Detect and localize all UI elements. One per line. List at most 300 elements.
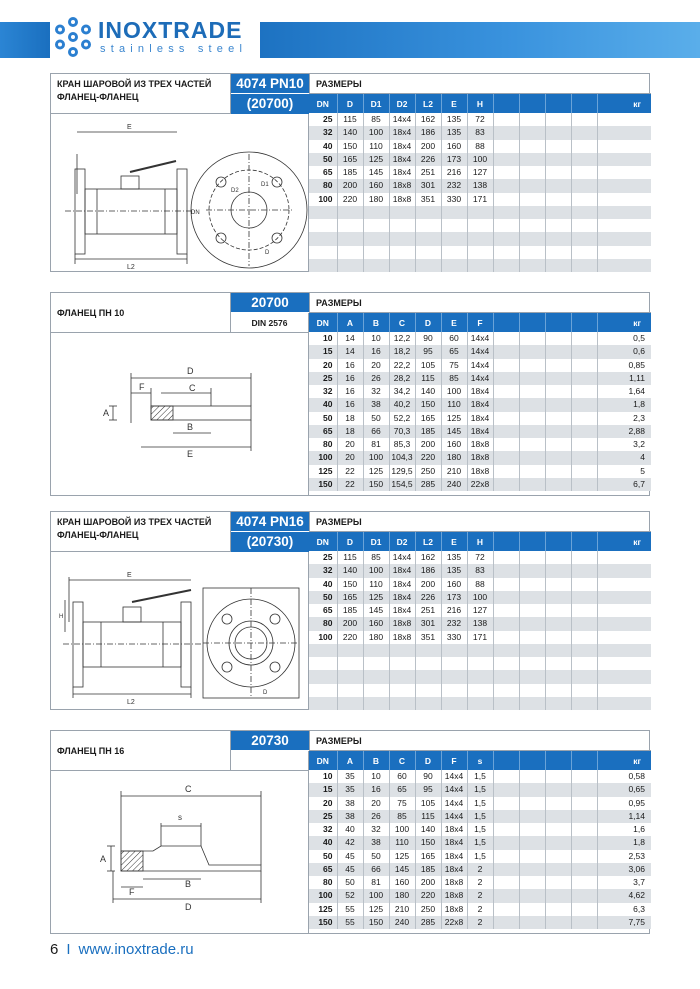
table-cell xyxy=(519,797,545,810)
table-cell xyxy=(545,684,571,697)
table-cell: 14x4 xyxy=(389,551,415,564)
table-cell: 301 xyxy=(415,617,441,630)
brand-tagline: stainless steel xyxy=(100,43,248,55)
column-header: кг xyxy=(597,94,651,113)
table-cell xyxy=(309,644,337,657)
table-cell: 50 xyxy=(363,850,389,863)
table-row xyxy=(309,604,651,617)
table-cell: 16 xyxy=(363,345,389,358)
table-cell xyxy=(493,578,519,591)
column-header: D2 xyxy=(389,532,415,551)
table-cell: 18x4 xyxy=(441,823,467,836)
table-cell: 7,75 xyxy=(597,916,651,929)
table-cell: 100 xyxy=(363,451,389,464)
table-cell: 42 xyxy=(337,836,363,849)
table-cell: 160 xyxy=(441,438,467,451)
table-cell: 125 xyxy=(363,591,389,604)
column-header: D xyxy=(337,94,363,113)
table-row xyxy=(309,179,651,192)
table-cell xyxy=(389,246,415,259)
table-cell xyxy=(415,232,441,245)
table-cell xyxy=(571,591,597,604)
label-f: F xyxy=(139,382,145,392)
column-header: H xyxy=(467,532,493,551)
table-cell xyxy=(467,219,493,232)
column-header: DN xyxy=(309,313,337,332)
table-cell: 3,06 xyxy=(597,863,651,876)
dimensions-table xyxy=(309,94,651,272)
table-cell: 138 xyxy=(467,617,493,630)
table-cell: 240 xyxy=(441,478,467,491)
column-header xyxy=(493,751,519,770)
table-cell xyxy=(467,259,493,272)
table-cell: 80 xyxy=(309,438,337,451)
table-cell: 18x8 xyxy=(389,193,415,206)
table-cell xyxy=(493,797,519,810)
table-cell xyxy=(597,697,651,710)
product-code: 20730 xyxy=(231,731,309,751)
column-header: H xyxy=(467,94,493,113)
label-d: D xyxy=(263,690,268,696)
table-cell xyxy=(571,219,597,232)
table-row xyxy=(309,850,651,863)
table-cell xyxy=(571,232,597,245)
table-cell: 104,3 xyxy=(389,451,415,464)
table-cell: 6,3 xyxy=(597,903,651,916)
table-cell xyxy=(309,206,337,219)
table-row xyxy=(309,591,651,604)
table-cell xyxy=(571,670,597,683)
table-cell: 14 xyxy=(337,345,363,358)
product-block-valve-pn16 xyxy=(50,511,650,710)
table-cell: 100 xyxy=(363,564,389,577)
table-cell xyxy=(571,889,597,902)
table-cell xyxy=(545,372,571,385)
table-cell xyxy=(571,697,597,710)
table-cell: 180 xyxy=(441,451,467,464)
table-cell xyxy=(519,219,545,232)
table-cell: 10 xyxy=(363,332,389,345)
table-cell xyxy=(519,398,545,411)
table-cell: 18x4 xyxy=(467,425,493,438)
table-cell: 83 xyxy=(467,564,493,577)
table-cell xyxy=(519,193,545,206)
table-cell xyxy=(493,206,519,219)
table-cell: 18x4 xyxy=(467,385,493,398)
table-cell xyxy=(545,451,571,464)
column-header: DN xyxy=(309,94,337,113)
product-code: 4074 PN16 xyxy=(231,512,309,532)
table-cell xyxy=(363,232,389,245)
table-cell: 14x4 xyxy=(441,810,467,823)
table-cell: 2 xyxy=(467,876,493,889)
product-title: КРАН ШАРОВОЙ ИЗ ТРЕХ ЧАСТЕЙ ФЛАНЕЦ-ФЛАНЕЦ xyxy=(51,512,231,552)
table-cell xyxy=(545,810,571,823)
table-cell: 22x8 xyxy=(467,478,493,491)
table-cell: 25 xyxy=(309,551,337,564)
table-cell: 18x8 xyxy=(389,179,415,192)
table-cell: 65 xyxy=(309,425,337,438)
table-cell: 32 xyxy=(309,564,337,577)
table-cell xyxy=(493,345,519,358)
table-cell: 50 xyxy=(309,412,337,425)
table-cell xyxy=(467,670,493,683)
table-cell: 60 xyxy=(389,770,415,783)
column-header xyxy=(545,532,571,551)
table-cell xyxy=(519,478,545,491)
table-cell: 173 xyxy=(441,153,467,166)
table-cell: 162 xyxy=(415,551,441,564)
table-header-row xyxy=(309,94,651,113)
table-cell xyxy=(519,126,545,139)
table-cell: 18 xyxy=(337,425,363,438)
product-standard: DIN 2576 xyxy=(231,313,309,333)
table-cell xyxy=(571,246,597,259)
table-cell: 330 xyxy=(441,193,467,206)
table-cell xyxy=(571,113,597,126)
table-cell: 16 xyxy=(337,372,363,385)
table-cell: 150 xyxy=(415,398,441,411)
table-cell xyxy=(493,451,519,464)
table-cell: 250 xyxy=(415,903,441,916)
table-cell xyxy=(493,916,519,929)
table-cell xyxy=(571,876,597,889)
table-cell xyxy=(415,697,441,710)
table-header-row xyxy=(309,751,651,770)
table-cell xyxy=(337,644,363,657)
table-cell xyxy=(571,617,597,630)
table-cell xyxy=(571,770,597,783)
table-cell xyxy=(493,823,519,836)
table-cell xyxy=(467,206,493,219)
table-cell xyxy=(493,140,519,153)
table-cell: 140 xyxy=(337,564,363,577)
table-cell xyxy=(545,797,571,810)
table-cell: 35 xyxy=(337,783,363,796)
column-header xyxy=(545,751,571,770)
dimensions-table xyxy=(309,313,651,491)
table-row xyxy=(309,889,651,902)
table-cell: 95 xyxy=(415,783,441,796)
table-cell xyxy=(545,697,571,710)
table-cell: 0,6 xyxy=(597,345,651,358)
table-cell xyxy=(519,617,545,630)
table-cell: 125 xyxy=(363,903,389,916)
column-header: A xyxy=(337,313,363,332)
table-cell xyxy=(309,259,337,272)
valve-drawing xyxy=(51,552,309,710)
table-cell xyxy=(571,810,597,823)
table-cell xyxy=(519,166,545,179)
page-footer xyxy=(50,941,194,958)
table-cell: 251 xyxy=(415,604,441,617)
table-row xyxy=(309,783,651,796)
flange-drawing xyxy=(51,771,309,934)
table-cell xyxy=(493,425,519,438)
table-cell xyxy=(493,193,519,206)
table-cell: 32 xyxy=(309,385,337,398)
table-header-row xyxy=(309,532,651,551)
table-cell: 18x8 xyxy=(441,876,467,889)
table-cell xyxy=(597,578,651,591)
table-cell xyxy=(493,836,519,849)
table-cell xyxy=(519,438,545,451)
table-cell: 18x4 xyxy=(389,166,415,179)
table-cell xyxy=(415,219,441,232)
table-cell: 105 xyxy=(415,797,441,810)
table-cell: 135 xyxy=(441,126,467,139)
table-cell: 18x8 xyxy=(389,631,415,644)
table-cell xyxy=(571,359,597,372)
table-cell: 135 xyxy=(441,551,467,564)
table-row xyxy=(309,863,651,876)
table-cell: 250 xyxy=(415,465,441,478)
table-cell xyxy=(545,412,571,425)
table-cell xyxy=(493,617,519,630)
table-cell xyxy=(493,465,519,478)
column-header xyxy=(519,94,545,113)
table-cell xyxy=(519,232,545,245)
column-header: E xyxy=(441,313,467,332)
table-cell: 52 xyxy=(337,889,363,902)
table-cell xyxy=(441,206,467,219)
table-cell: 14x4 xyxy=(467,372,493,385)
valve-pn16-schematic xyxy=(51,552,309,710)
table-cell xyxy=(571,398,597,411)
table-cell xyxy=(545,903,571,916)
dimensions-label: РАЗМЕРЫ xyxy=(309,74,651,94)
table-cell xyxy=(571,438,597,451)
label-c: C xyxy=(185,784,192,794)
column-header xyxy=(545,313,571,332)
table-cell xyxy=(519,604,545,617)
table-cell xyxy=(389,657,415,670)
table-cell: 0,85 xyxy=(597,359,651,372)
table-cell xyxy=(597,140,651,153)
table-cell: 150 xyxy=(363,478,389,491)
table-cell xyxy=(493,166,519,179)
product-subcode: (20730) xyxy=(231,532,309,552)
column-header: D2 xyxy=(389,94,415,113)
table-cell xyxy=(597,684,651,697)
table-cell xyxy=(493,438,519,451)
table-cell: 70,3 xyxy=(389,425,415,438)
table-cell xyxy=(545,345,571,358)
product-title: ФЛАНЕЦ ПН 16 xyxy=(51,731,231,771)
label-l2: L2 xyxy=(127,699,135,706)
table-row xyxy=(309,876,651,889)
label-e: E xyxy=(127,124,132,131)
table-row xyxy=(309,564,651,577)
table-cell: 100 xyxy=(467,591,493,604)
table-cell xyxy=(519,850,545,863)
table-cell xyxy=(493,372,519,385)
table-cell xyxy=(493,783,519,796)
website-link[interactable]: www.inoxtrade.ru xyxy=(78,941,194,958)
table-cell: 330 xyxy=(441,631,467,644)
table-cell: 165 xyxy=(415,850,441,863)
table-cell xyxy=(571,631,597,644)
flange-drawing xyxy=(51,333,309,496)
table-cell xyxy=(571,179,597,192)
table-cell xyxy=(309,219,337,232)
table-cell: 25 xyxy=(309,113,337,126)
table-cell xyxy=(519,903,545,916)
table-cell xyxy=(519,564,545,577)
label-d: D xyxy=(265,250,270,256)
table-cell: 1,5 xyxy=(467,823,493,836)
table-cell xyxy=(571,345,597,358)
table-cell xyxy=(493,863,519,876)
table-cell: 226 xyxy=(415,153,441,166)
table-cell: 110 xyxy=(389,836,415,849)
table-cell: 50 xyxy=(309,850,337,863)
table-row xyxy=(309,644,651,657)
table-row xyxy=(309,551,651,564)
table-row xyxy=(309,770,651,783)
table-cell xyxy=(545,193,571,206)
table-cell xyxy=(493,359,519,372)
table-cell xyxy=(519,810,545,823)
table-cell: 1,64 xyxy=(597,385,651,398)
table-cell: 26 xyxy=(363,372,389,385)
table-cell xyxy=(441,657,467,670)
column-header: B xyxy=(363,751,389,770)
table-row xyxy=(309,578,651,591)
table-cell xyxy=(571,412,597,425)
table-cell: 200 xyxy=(415,438,441,451)
table-cell: 20 xyxy=(337,451,363,464)
table-cell: 200 xyxy=(337,617,363,630)
table-cell xyxy=(493,564,519,577)
table-cell: 66 xyxy=(363,425,389,438)
table-row xyxy=(309,166,651,179)
column-header xyxy=(571,94,597,113)
table-cell: 72 xyxy=(467,113,493,126)
table-cell: 16 xyxy=(337,385,363,398)
table-cell: 2 xyxy=(467,889,493,902)
table-cell: 1,14 xyxy=(597,810,651,823)
product-block-valve-pn10 xyxy=(50,73,650,272)
flange-pn16-schematic xyxy=(51,771,309,934)
table-cell xyxy=(545,385,571,398)
column-header xyxy=(519,532,545,551)
table-cell: 1,5 xyxy=(467,770,493,783)
label-c: C xyxy=(189,383,196,393)
table-cell: 4 xyxy=(597,451,651,464)
table-cell: 100 xyxy=(441,385,467,398)
table-cell xyxy=(519,644,545,657)
table-row xyxy=(309,657,651,670)
table-cell xyxy=(597,644,651,657)
table-cell xyxy=(519,631,545,644)
column-header xyxy=(493,532,519,551)
table-cell xyxy=(467,644,493,657)
product-subcode: (20700) xyxy=(231,94,309,114)
column-header: D1 xyxy=(363,94,389,113)
table-cell xyxy=(545,232,571,245)
table-cell: 75 xyxy=(441,359,467,372)
table-cell xyxy=(363,644,389,657)
label-b: B xyxy=(185,879,192,889)
table-cell xyxy=(337,259,363,272)
table-cell: 85 xyxy=(363,551,389,564)
column-header: кг xyxy=(597,313,651,332)
table-cell xyxy=(571,126,597,139)
label-dn: DN xyxy=(191,210,200,216)
table-cell xyxy=(571,153,597,166)
table-cell xyxy=(519,206,545,219)
table-cell xyxy=(545,850,571,863)
table-cell xyxy=(545,219,571,232)
table-cell: 150 xyxy=(309,916,337,929)
table-cell xyxy=(519,465,545,478)
column-header xyxy=(571,751,597,770)
table-cell: 85 xyxy=(389,810,415,823)
table-cell xyxy=(493,246,519,259)
table-cell: 165 xyxy=(415,412,441,425)
table-cell: 14x4 xyxy=(441,797,467,810)
label-h: H xyxy=(59,614,64,620)
table-cell: 165 xyxy=(337,153,363,166)
table-cell xyxy=(309,232,337,245)
table-cell xyxy=(493,810,519,823)
table-cell: 16 xyxy=(363,783,389,796)
table-cell: 140 xyxy=(415,385,441,398)
table-cell: 90 xyxy=(415,332,441,345)
table-cell xyxy=(493,179,519,192)
snowflake-logo-icon xyxy=(52,16,94,58)
table-cell xyxy=(545,916,571,929)
table-cell xyxy=(545,140,571,153)
table-cell xyxy=(545,398,571,411)
table-cell xyxy=(597,219,651,232)
table-cell: 220 xyxy=(415,451,441,464)
table-cell xyxy=(519,451,545,464)
table-cell: 26 xyxy=(363,810,389,823)
table-cell xyxy=(519,425,545,438)
table-cell xyxy=(441,259,467,272)
label-e: E xyxy=(187,449,194,459)
column-header: D1 xyxy=(363,532,389,551)
table-cell xyxy=(493,889,519,902)
table-cell: 22 xyxy=(337,478,363,491)
table-cell: 171 xyxy=(467,631,493,644)
table-cell xyxy=(493,657,519,670)
table-cell xyxy=(493,478,519,491)
dimensions-table xyxy=(309,751,651,929)
table-cell xyxy=(545,438,571,451)
table-cell: 85,3 xyxy=(389,438,415,451)
table-cell: 65 xyxy=(389,783,415,796)
table-cell: 18x8 xyxy=(441,889,467,902)
table-cell xyxy=(363,697,389,710)
table-cell: 145 xyxy=(389,863,415,876)
column-header: DN xyxy=(309,532,337,551)
dimensions-label: РАЗМЕРЫ xyxy=(309,731,651,751)
table-cell xyxy=(571,604,597,617)
table-cell xyxy=(441,644,467,657)
table-cell: 160 xyxy=(363,617,389,630)
table-cell xyxy=(545,259,571,272)
table-cell xyxy=(571,644,597,657)
table-cell xyxy=(519,259,545,272)
table-cell: 40 xyxy=(309,836,337,849)
table-cell: 80 xyxy=(309,617,337,630)
table-cell xyxy=(597,631,651,644)
column-header: C xyxy=(389,313,415,332)
table-cell: 180 xyxy=(363,193,389,206)
